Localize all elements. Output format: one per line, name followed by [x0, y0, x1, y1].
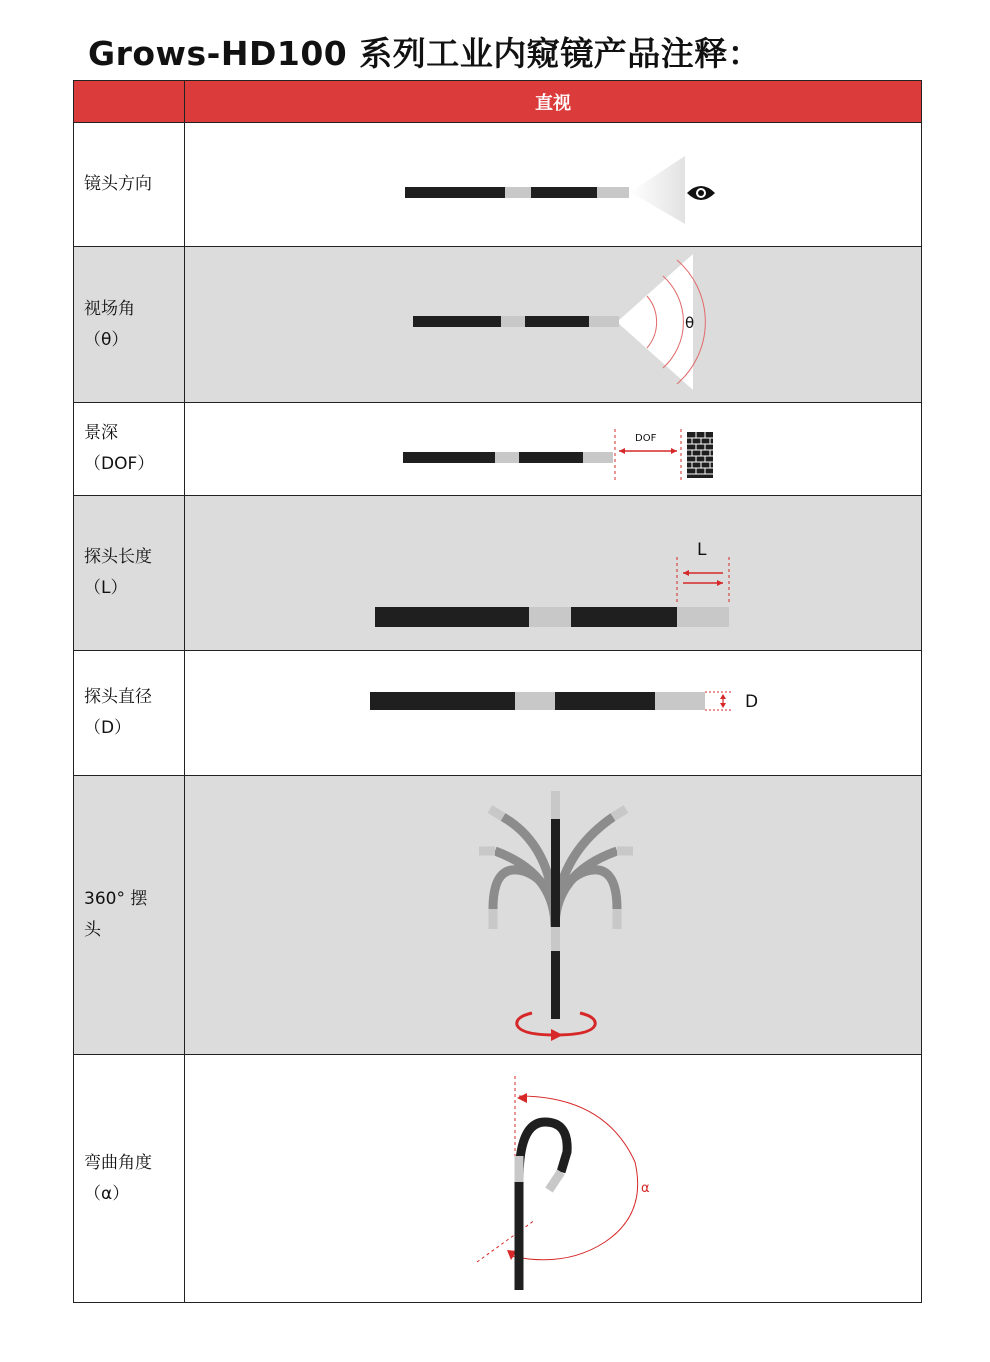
probe-segment — [403, 452, 495, 463]
probe-joint — [551, 927, 560, 951]
length-symbol: L — [697, 539, 707, 560]
probe-segment — [525, 316, 589, 327]
lens-direction-figure — [185, 124, 930, 246]
eye-icon — [687, 186, 715, 200]
figure-lens-direction — [185, 123, 922, 247]
probe-tip — [655, 692, 705, 710]
probe-segment — [551, 951, 560, 1019]
row-label — [74, 776, 185, 1055]
probe-segment — [571, 607, 677, 627]
row-label-line: （DOF） — [84, 454, 155, 474]
fov-cone — [617, 254, 693, 390]
probe-segment — [413, 316, 501, 327]
probe-tip — [549, 1172, 561, 1190]
diameter-symbol: D — [745, 691, 759, 712]
probe-diameter-figure — [185, 652, 930, 775]
probe-segment — [555, 692, 655, 710]
diameter-arrowhead — [720, 694, 726, 699]
row-label — [74, 651, 185, 776]
bending-angle-figure — [185, 1056, 930, 1302]
dof-arrowhead — [619, 448, 625, 454]
dof-arrowhead — [671, 448, 677, 454]
fov-figure — [185, 248, 930, 402]
probe-tip — [589, 316, 619, 327]
row-label — [74, 1055, 185, 1303]
row-label — [74, 496, 185, 651]
probe-joint — [529, 607, 571, 627]
table-row — [74, 123, 922, 247]
row-label-line: 探头长度 — [84, 547, 152, 567]
probe-segment — [531, 187, 597, 198]
probe-tip — [597, 187, 629, 198]
probe-length-figure — [185, 497, 930, 650]
bent-probe — [519, 1122, 567, 1290]
probe-joint — [515, 1156, 524, 1182]
row-label-line: 弯曲角度 — [84, 1152, 152, 1173]
length-arrowhead — [683, 570, 689, 576]
probe-joint — [515, 692, 555, 710]
annotation-table — [73, 80, 922, 1303]
probe-joint — [505, 187, 531, 198]
row-label-line: 探头直径 — [84, 687, 152, 707]
row-label-line: 镜头方向 — [84, 174, 152, 194]
header-col1 — [74, 81, 185, 123]
row-label — [74, 247, 185, 403]
fov-symbol: θ — [685, 313, 695, 332]
table-row — [74, 776, 922, 1055]
header-col2: 直视 — [185, 81, 922, 123]
dof-figure — [185, 404, 930, 495]
probe-joint — [501, 316, 525, 327]
row-label — [74, 403, 185, 496]
row-label-line: 360° 摆 — [84, 889, 148, 909]
table-row — [74, 403, 922, 496]
figure-360-articulation — [185, 776, 922, 1055]
row-label-line: （α） — [84, 1183, 130, 1204]
table-row — [74, 651, 922, 776]
row-label-line: （θ） — [84, 329, 129, 350]
table-row — [74, 247, 922, 403]
probe-tip — [551, 791, 560, 819]
row-label-line: 头 — [84, 920, 101, 940]
angle-arrowhead — [517, 1093, 527, 1103]
probe-segment — [519, 452, 583, 463]
table-header-row — [74, 81, 922, 123]
table-row — [74, 496, 922, 651]
probe-segment — [405, 187, 505, 198]
figure-field-of-view — [185, 247, 922, 403]
figure-depth-of-field — [185, 403, 922, 496]
view-cone — [630, 156, 685, 224]
row-label-line: （L） — [84, 578, 128, 598]
figure-probe-diameter — [185, 651, 922, 776]
angle-symbol: α — [641, 1180, 650, 1196]
row-label-line: 视场角 — [84, 298, 135, 319]
row-label — [74, 123, 185, 247]
probe-segment — [375, 607, 529, 627]
dof-label: DOF — [635, 432, 657, 444]
angle-end-line — [477, 1220, 535, 1262]
page-title: Grows-HD100 系列工业内窥镜产品注释： — [88, 34, 762, 73]
probe-segment — [370, 692, 515, 710]
figure-bending-angle — [185, 1055, 922, 1303]
figure-probe-length — [185, 496, 922, 651]
length-arrowhead — [717, 580, 723, 586]
diameter-arrowhead — [720, 703, 726, 708]
angle-arc — [511, 1096, 638, 1260]
probe-joint — [495, 452, 519, 463]
row-label-line: 景深 — [84, 423, 118, 443]
probe-tip — [677, 607, 729, 627]
table-row — [74, 1055, 922, 1303]
probe-tip — [583, 452, 613, 463]
brick-wall-icon — [687, 432, 713, 478]
articulation-figure — [185, 777, 930, 1054]
probe-segment — [551, 819, 560, 927]
row-label-line: （D） — [84, 718, 132, 738]
